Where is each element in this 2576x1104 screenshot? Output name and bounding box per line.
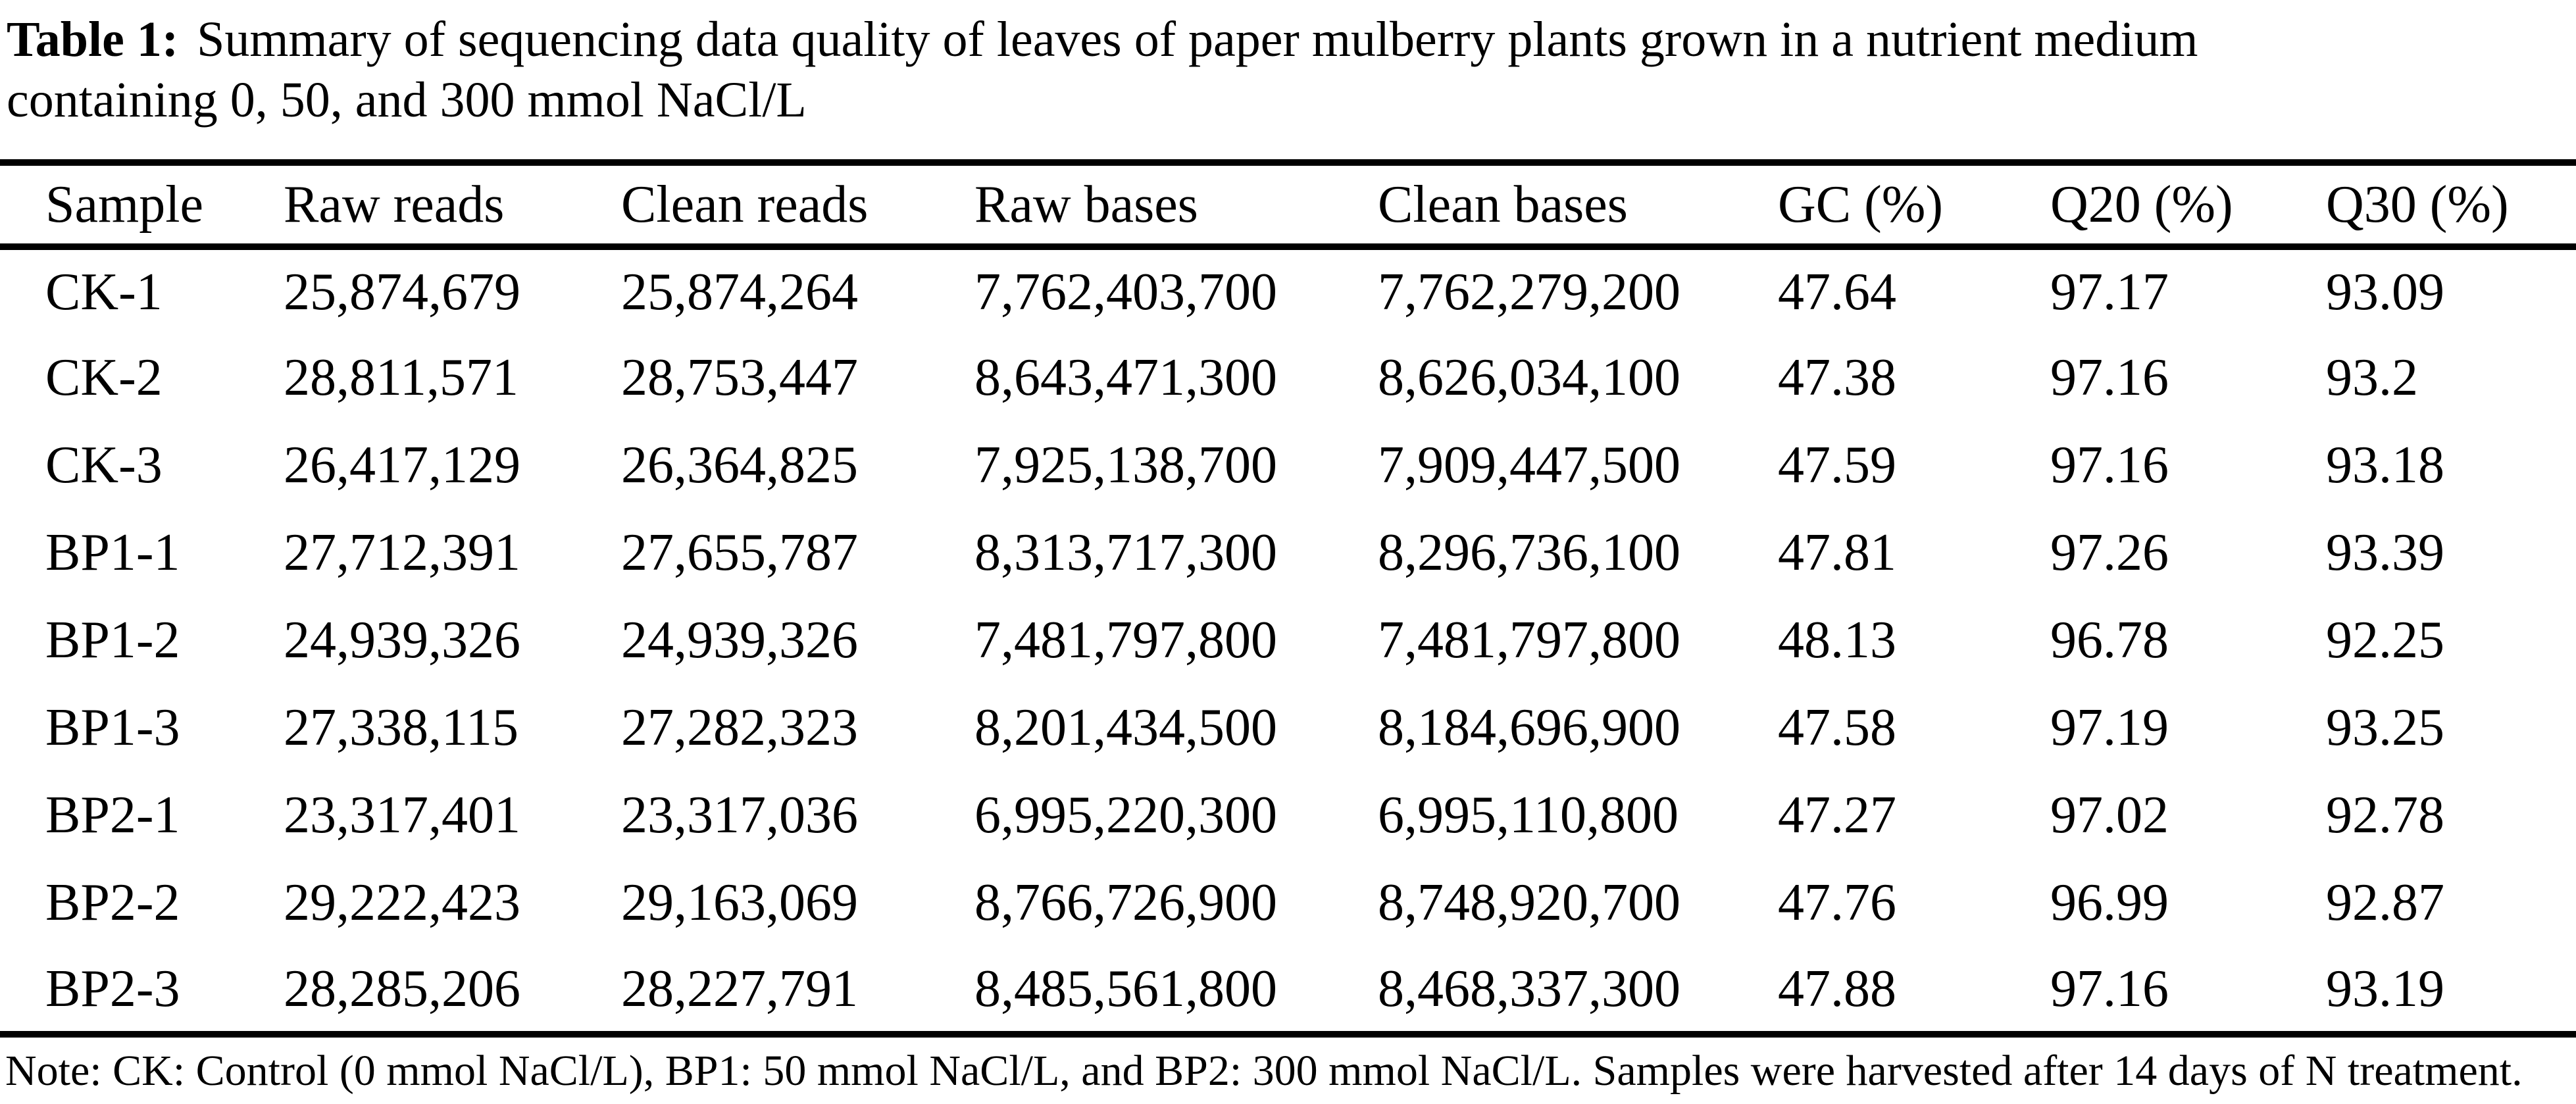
caption-line-2: containing 0, 50, and 300 mmol NaCl/L [7,72,807,128]
table-cell: 8,485,561,800 [974,959,1277,1018]
table-cell: 7,481,797,800 [974,611,1277,669]
table-cell: 97.16 [2050,436,2169,494]
caption-line-1 [7,9,2576,70]
table-cell: 93.18 [2326,436,2444,494]
table-cell: 93.19 [2326,959,2444,1018]
table-cell: 27,338,115 [284,699,519,757]
table-body [0,247,2576,1034]
table-cell: 7,762,403,700 [974,263,1277,321]
table-cell: 6,995,220,300 [974,786,1277,844]
table-cell: 47.27 [1778,786,1896,844]
table-cell: 24,939,326 [284,611,520,669]
table-cell: 8,626,034,100 [1378,349,1680,407]
table-number-label: Table 1: [7,12,179,67]
table-cell: 48.13 [1778,611,1896,669]
table-cell: 97.16 [2050,959,2169,1018]
table-cell: 25,874,264 [621,263,858,321]
table-cell: 47.64 [1778,263,1896,321]
table-cell: 23,317,401 [284,786,520,844]
table-cell: 47.88 [1778,959,1896,1018]
table-row [0,947,2576,1034]
table-cell: 47.38 [1778,349,1896,407]
table-row [0,247,2576,334]
table-cell: 97.19 [2050,699,2169,757]
table-cell: 28,811,571 [284,349,519,407]
table-cell: 26,417,129 [284,436,520,494]
table-cell: 26,364,825 [621,436,858,494]
column-header-clean-reads: Clean reads [621,163,974,247]
table-row [0,772,2576,859]
table-cell: 28,753,447 [621,349,858,407]
table-cell: 29,163,069 [621,874,858,932]
table-cell: 47.59 [1778,436,1896,494]
table-cell: 7,481,797,800 [1378,611,1680,669]
sample-cell: CK-3 [45,436,163,494]
table-cell: 8,296,736,100 [1378,524,1680,582]
table-cell: 7,762,279,200 [1378,263,1680,321]
table-row [0,597,2576,684]
table-cell: 93.25 [2326,699,2444,757]
table-cell: 24,939,326 [621,611,858,669]
table-cell: 93.09 [2326,263,2444,321]
column-header-raw-reads: Raw reads [284,163,621,247]
table-cell: 8,201,434,500 [974,699,1277,757]
table-cell: 47.76 [1778,874,1896,932]
table-cell: 27,655,787 [621,524,858,582]
table-cell: 97.16 [2050,349,2169,407]
table-cell: 92.25 [2326,611,2444,669]
table-cell: 96.99 [2050,874,2169,932]
table-footnote: Note: CK: Control (0 mmol NaCl/L), BP1: 50 mmol NaCl/L, and BP2: 300 mmol NaCl/L. Samples were harvested after 14 days of N treatment. [5,1047,2523,1095]
table-cell: 93.39 [2326,524,2444,582]
column-header-sample: Sample [0,163,284,247]
table-cell: 6,995,110,800 [1378,786,1679,844]
table-cell: 27,282,323 [621,699,858,757]
table-cell: 97.02 [2050,786,2169,844]
table-cell: 92.78 [2326,786,2444,844]
column-header-clean-bases: Clean bases [1378,163,1778,247]
table-row [0,422,2576,509]
table-cell: 47.58 [1778,699,1896,757]
header-row [0,163,2576,247]
table-cell: 8,184,696,900 [1378,699,1680,757]
table-cell: 97.17 [2050,263,2169,321]
column-header-q20-percent: Q20 (%) [2050,163,2326,247]
sample-cell: BP2-1 [45,786,180,844]
table-cell: 8,766,726,900 [974,874,1277,932]
table-cell: 7,909,447,500 [1378,436,1680,494]
sample-cell: CK-2 [45,349,163,407]
sample-cell: BP2-2 [45,874,180,932]
table-cell: 28,285,206 [284,959,520,1018]
column-header-raw-bases: Raw bases [974,163,1378,247]
table-cell: 8,468,337,300 [1378,959,1680,1018]
sample-cell: BP1-3 [45,699,180,757]
table-cell: 93.2 [2326,349,2418,407]
table-cell: 7,925,138,700 [974,436,1277,494]
column-header-gc-percent: GC (%) [1778,163,2050,247]
sample-cell: BP2-3 [45,959,180,1018]
table-cell: 25,874,679 [284,263,520,321]
table-cell: 8,313,717,300 [974,524,1277,582]
table-row [0,509,2576,597]
table-cell: 96.78 [2050,611,2169,669]
table-cell: 97.26 [2050,524,2169,582]
table-caption [0,0,2576,130]
table-cell: 8,643,471,300 [974,349,1277,407]
caption-text: Summary of sequencing data quality of leaves of paper mulberry plants grown in a nutrient medium [197,12,2198,67]
table-row [0,859,2576,947]
column-header-q30-percent: Q30 (%) [2326,163,2576,247]
table-header [0,163,2576,247]
table-row [0,684,2576,772]
sample-cell: BP1-2 [45,611,180,669]
table-cell: 47.81 [1778,524,1896,582]
sample-cell: BP1-1 [45,524,180,582]
table-cell: 28,227,791 [621,959,858,1018]
table-cell: 23,317,036 [621,786,858,844]
sample-cell: CK-1 [45,263,163,321]
data-table [0,159,2576,1038]
table-row [0,334,2576,422]
table-cell: 8,748,920,700 [1378,874,1680,932]
table-cell: 29,222,423 [284,874,520,932]
table-cell: 27,712,391 [284,524,520,582]
table-cell: 92.87 [2326,874,2444,932]
